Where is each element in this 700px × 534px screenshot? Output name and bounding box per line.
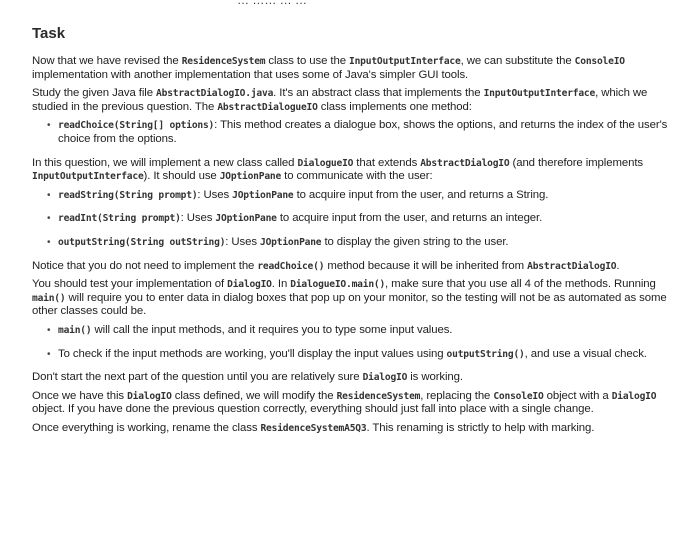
text-run: , which we studied in the previous question. The [32, 87, 648, 113]
text-run: will require you to enter data in dialog boxes that pop up on your monitor, so the testing will not be as automated as some other classes could be. [32, 291, 667, 318]
text-run: class implements one method: [317, 100, 472, 113]
text-run: object. If you have done the previous question correctly, everything should just fall into place with a single change. [32, 403, 594, 416]
code-term: AbstractDialogIO [527, 260, 617, 272]
para-study [32, 87, 684, 114]
text-run: : This method creates a dialogue box, shows the options, and returns the index of the user's choice from the options. [58, 119, 668, 145]
text-run: . In [271, 278, 291, 291]
code-term: AbstractDialogIO.java [156, 88, 274, 100]
para-intro [32, 55, 684, 82]
text-run: (and therefore implements [509, 156, 643, 169]
para-notice [32, 260, 684, 274]
text-run: Study the given Java file [32, 87, 157, 100]
text-run: : Uses [197, 188, 233, 201]
code-term: JOptionPane [260, 236, 322, 248]
para-testing [32, 278, 684, 319]
code-term: JOptionPane [215, 213, 277, 225]
text-run: In this question, we will implement a new class called [32, 156, 298, 169]
list-item [32, 236, 684, 250]
text-run: class to use the [265, 55, 350, 67]
cut-off-text: … …… … … [237, 0, 308, 7]
text-run: Now that we have revised the [32, 55, 182, 67]
text-run: object with a [543, 389, 612, 402]
code-term: readChoice(String[] options) [58, 120, 215, 132]
code-term: outputString() [446, 348, 525, 360]
para-dont-start [32, 371, 684, 385]
code-term: readInt(String prompt) [58, 213, 181, 225]
list-item [32, 324, 684, 338]
list-item [32, 212, 684, 226]
text-run: To check if the input methods are working, you'll display the input values using [58, 347, 447, 360]
text-run: is working. [407, 371, 463, 384]
text-run: method because it will be inherited from [324, 259, 528, 272]
code-term: DialogueIO [297, 157, 354, 169]
para-rename [32, 422, 684, 436]
list-item [32, 119, 684, 146]
text-run: You should test your implementation of [32, 278, 228, 291]
text-run: . It's an abstract class that implements the [273, 87, 484, 100]
text-run: , we can substitute the [460, 55, 575, 67]
list-abstract-methods [32, 119, 684, 146]
code-term: DialogIO [227, 279, 272, 291]
code-term: InputOutputInterface [349, 56, 461, 67]
text-run: to acquire input from the user, and returns an integer. [276, 212, 543, 225]
code-term: DialogueIO.main() [290, 279, 386, 291]
code-term: main() [32, 292, 66, 304]
code-term: ResidenceSystem [181, 56, 266, 67]
para-modify [32, 390, 684, 417]
text-run: Notice that you do not need to implement the [32, 259, 258, 272]
list-item [32, 348, 684, 362]
text-run: to display the given string to the user. [321, 235, 509, 248]
code-term: ResidenceSystemA5Q3 [260, 422, 367, 434]
text-run: implementation with another implementation that uses some of Java's simpler GUI tools. [32, 68, 469, 81]
text-run: , make sure that you use all 4 of the methods. Running [385, 278, 656, 291]
text-run: : Uses [180, 212, 216, 225]
cut-off-text-line [32, 0, 684, 7]
code-term: readChoice() [257, 260, 325, 272]
text-run: . [616, 259, 620, 272]
code-term: main() [58, 324, 92, 336]
list-required-methods [32, 189, 684, 250]
code-term: JOptionPane [219, 171, 282, 183]
task-heading: Task [32, 25, 66, 42]
task-document [32, 0, 684, 440]
code-term: AbstractDialogueIO [217, 101, 318, 113]
code-term: DialogIO [611, 390, 657, 402]
code-term: InputOutputInterface [32, 171, 144, 183]
task-body [32, 55, 684, 435]
code-term: ConsoleIO [493, 390, 544, 402]
text-run: Once everything is working, rename the class [32, 421, 261, 434]
para-implement [32, 157, 684, 184]
code-term: JOptionPane [232, 189, 294, 201]
code-term: readString(String prompt) [58, 189, 198, 201]
code-term: InputOutputInterface [483, 88, 596, 100]
text-run: Once we have this [32, 389, 128, 402]
text-run: class defined, we will modify the [171, 389, 337, 402]
list-item [32, 189, 684, 203]
code-term: DialogIO [362, 372, 408, 384]
list-testing-notes [32, 324, 684, 361]
text-run: . This renaming is strictly to help with marking. [366, 421, 595, 434]
text-run: will call the input methods, and it requires you to type some input values. [91, 323, 453, 336]
text-run: , replacing the [420, 389, 494, 402]
text-run: ). It should use [143, 170, 220, 183]
text-run: that extends [353, 156, 421, 169]
text-run: Don't start the next part of the question until you are relatively sure [32, 371, 363, 384]
code-term: AbstractDialogIO [420, 157, 510, 169]
code-term: DialogIO [127, 390, 172, 402]
code-term: ConsoleIO [574, 56, 625, 67]
code-term: ResidenceSystem [336, 390, 421, 402]
text-run: , and use a visual check. [524, 347, 647, 360]
text-run: : Uses [225, 235, 261, 248]
code-term: outputString(String outString) [58, 236, 226, 248]
text-run: to acquire input from the user, and returns a String. [293, 188, 549, 201]
text-run: to communicate with the user: [281, 170, 433, 183]
